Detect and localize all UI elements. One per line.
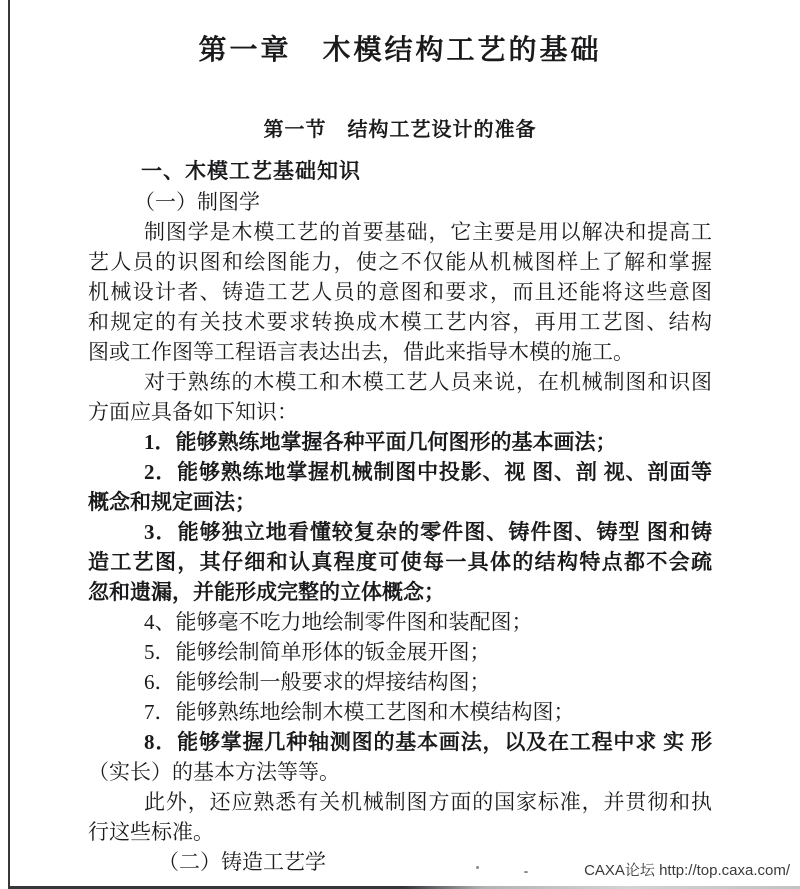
text-line: 和规定的有关技术要求转换成木模工艺内容，再用工艺图、结构 bbox=[88, 310, 712, 334]
text-line: 3．能够独立地看懂较复杂的零件图、铸件图、铸型 图和铸 bbox=[144, 520, 712, 544]
section-title: 第一节 结构工艺设计的准备 bbox=[263, 119, 537, 141]
text-line: 2．能够熟练地掌握机械制图中投影、视 图、剖 视、剖面等 bbox=[144, 460, 712, 484]
text-line: 概念和规定画法； bbox=[88, 490, 256, 514]
text-line: 对于熟练的木模工和木模工艺人员来说，在机械制图和识图 bbox=[144, 370, 712, 394]
text-line: 8．能够掌握几种轴测图的基本画法，以及在工程中求 实 形 bbox=[144, 730, 712, 754]
text-line: 机械设计者、铸造工艺人员的意图和要求，而且还能将这些意图 bbox=[88, 280, 712, 304]
text-line: （实长）的基本方法等等。 bbox=[88, 760, 340, 784]
text-line: 7．能够熟练地绘制木模工艺图和木模结构图； bbox=[144, 700, 575, 724]
page-content bbox=[88, 159, 712, 877]
text-line: 图或工作图等工程语言表达出去，借此来指导木模的施工。 bbox=[88, 340, 634, 364]
text-line: 制图学是木模工艺的首要基础，它主要是用以解决和提高工 bbox=[144, 220, 712, 244]
text-line: 行这些标准。 bbox=[88, 820, 214, 844]
text-line: 造工艺图，其仔细和认真程度可使每一具体的结构特点都不会疏 bbox=[88, 550, 712, 574]
scan-border-left bbox=[8, 0, 10, 889]
text-line: 6．能够绘制一般要求的焊接结构图； bbox=[144, 670, 491, 694]
scan-speck bbox=[524, 871, 528, 873]
text-line: 4、能够毫不吃力地绘制零件图和装配图； bbox=[144, 610, 533, 634]
text-line: 此外，还应熟悉有关机械制图方面的国家标准，并贯彻和执 bbox=[144, 790, 712, 814]
text-line: 方面应具备如下知识： bbox=[88, 400, 298, 424]
text-line: 5．能够绘制简单形体的钣金展开图； bbox=[144, 640, 491, 664]
body-text bbox=[88, 187, 712, 877]
watermark-caxa: CAXA论坛 http://top.caxa.com/ bbox=[584, 862, 790, 879]
chapter-title: 第一章 木模结构工艺的基础 bbox=[198, 35, 602, 66]
text-line: （一）制图学 bbox=[134, 190, 260, 214]
scan-speck bbox=[476, 866, 479, 869]
text-line: （二）铸造工艺学 bbox=[158, 850, 326, 874]
text-line: 1．能够熟练地掌握各种平面几何图形的基本画法； bbox=[144, 430, 617, 454]
text-line: 忽和遗漏，并能形成完整的立体概念； bbox=[88, 580, 445, 604]
body-heading: 一、木模工艺基础知识 bbox=[141, 160, 361, 183]
text-line: 艺人员的识图和绘图能力，使之不仅能从机械图样上了解和掌握 bbox=[88, 250, 712, 274]
